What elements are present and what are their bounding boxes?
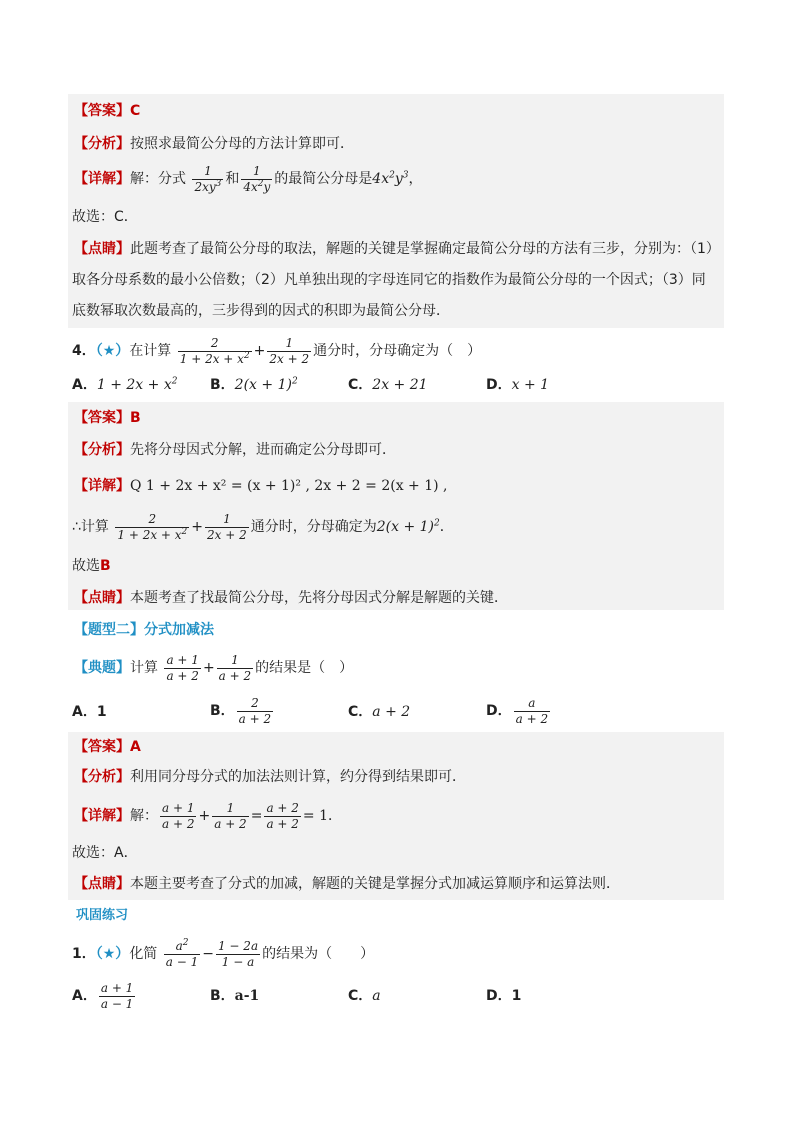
fraction-den: a + 2 — [515, 711, 549, 726]
detail-post: 的最简公分母是 — [274, 171, 373, 187]
result-text: 2(x + 1) — [376, 519, 435, 535]
choose-line — [72, 553, 111, 579]
and-word: 和 — [225, 171, 240, 187]
option-text — [97, 377, 178, 393]
fraction-2 — [205, 512, 249, 543]
option-c[interactable] — [348, 983, 381, 1009]
option-a[interactable] — [72, 697, 107, 727]
option-c[interactable] — [348, 697, 410, 727]
fraction-den: 1 − a — [216, 954, 260, 970]
option-label: C． — [348, 988, 373, 1004]
therefore-sign: ∴ — [72, 519, 81, 535]
star-icon: （★） — [95, 343, 130, 359]
detail-pre: 解： — [130, 808, 158, 824]
answer-tag: 【答案】 — [74, 410, 130, 426]
fraction-num: a — [528, 695, 536, 710]
option-label: B． — [210, 703, 235, 719]
fraction-den: a + 2 — [214, 816, 247, 831]
detail-tag: 【详解】 — [74, 478, 130, 494]
analysis-line — [74, 437, 396, 463]
detail-expression: Q 1 + 2x + x² = (x + 1)² , 2x + 2 = 2(x + 1) , — [130, 478, 448, 494]
review-text: 本题考查了找最简公分母，先将分母因式分解是解题的关键． — [130, 590, 508, 606]
option-text: 1 — [511, 988, 522, 1004]
num-exp: 2 — [182, 937, 189, 948]
detail-tag: 【详解】 — [74, 171, 130, 187]
plus-sign: + — [198, 808, 211, 824]
fraction-1 — [164, 939, 200, 970]
fraction-num: 1 − 2a — [217, 938, 259, 953]
question-number: 1． — [72, 946, 96, 962]
option-b[interactable] — [210, 693, 275, 729]
lcd-b: y — [394, 171, 403, 187]
question-post: 的结果为（ ） — [262, 946, 375, 962]
comma: ， — [408, 171, 423, 187]
fraction-num: 2 — [251, 695, 259, 710]
fraction-den: a + 2 — [218, 668, 252, 683]
option-b[interactable] — [210, 983, 259, 1009]
review-tag: 【点睛】 — [74, 241, 130, 257]
fraction-num: a + 1 — [162, 800, 195, 815]
fraction-num — [164, 939, 200, 954]
den-text: 2xy — [194, 179, 216, 194]
fraction-num: a + 1 — [100, 980, 134, 995]
analysis-tag: 【分析】 — [74, 136, 130, 152]
fraction-den: 2x + 2 — [269, 351, 310, 366]
answer-value: A — [130, 739, 141, 755]
answer-block-q4 — [68, 402, 724, 610]
option-text: a — [372, 988, 381, 1004]
review-line-3: 底数幂取次数最高的，三步得到的因式的积即为最简公分母． — [72, 303, 450, 319]
option-label: B． — [210, 988, 235, 1004]
equation-result: = 1． — [302, 808, 343, 824]
question-pre: 计算 — [130, 660, 158, 676]
answer-line — [74, 98, 140, 124]
fraction-den: a − 1 — [165, 954, 199, 969]
answer-tag: 【答案】 — [74, 739, 130, 755]
equals-sign: = — [250, 808, 263, 824]
practice-question-1 — [72, 934, 374, 974]
den-exp: 3 — [215, 178, 222, 189]
fraction-sum — [264, 801, 300, 832]
review-tag: 【点睛】 — [74, 876, 130, 892]
choose-value: B — [100, 558, 111, 574]
fraction-2 — [212, 801, 248, 832]
answer-value: B — [130, 410, 141, 426]
fraction-den: a − 1 — [100, 996, 134, 1011]
result-expression — [377, 519, 440, 535]
option-label: B． — [210, 377, 235, 393]
star-icon: （★） — [95, 946, 130, 962]
option-a[interactable] — [72, 372, 177, 398]
fraction-den: 2x + 2 — [207, 527, 247, 542]
analysis-tag: 【分析】 — [74, 769, 130, 785]
fraction-num: 2 — [148, 511, 157, 526]
den-exp: 2 — [181, 526, 188, 537]
review-line — [74, 585, 508, 611]
fraction-den — [241, 179, 272, 195]
option-d[interactable] — [486, 372, 549, 398]
fraction-den — [192, 179, 223, 195]
fraction-den: a + 2 — [238, 711, 272, 726]
question-post: 通分时，分母确定为（ ） — [313, 343, 482, 359]
detail-line — [74, 473, 448, 499]
option-c[interactable] — [348, 372, 428, 398]
fraction-num: 2 — [210, 335, 219, 350]
lcd-b-exp: 3 — [402, 170, 409, 181]
option-b[interactable] — [210, 372, 298, 398]
review-text-1: 此题考查了最简公分母的取法，解题的关键是掌握确定最简公分母的方法有三步，分别为：（1） — [130, 241, 720, 257]
result-exp: 2 — [434, 518, 440, 529]
fraction-den: a + 2 — [162, 816, 195, 831]
fraction-2 — [241, 164, 272, 195]
fraction-den — [178, 351, 252, 367]
analysis-line — [74, 764, 466, 790]
den-text: 1 + 2x + x — [179, 351, 244, 366]
num-text: a — [175, 938, 183, 953]
analysis-line — [74, 131, 354, 157]
example-tag: 【典题】 — [74, 660, 130, 676]
analysis-text: 利用同分母分式的加法法则计算，约分得到结果即可． — [130, 769, 466, 785]
review-line — [74, 871, 620, 897]
fraction-1 — [192, 164, 223, 195]
option-label: D． — [486, 703, 512, 719]
option-text: a + 2 — [372, 704, 411, 720]
fraction-num: a + 1 — [166, 652, 199, 667]
den-exp: 2 — [257, 178, 264, 189]
fraction-1 — [164, 653, 200, 684]
fraction-den — [115, 527, 189, 543]
minus-sign: − — [202, 946, 214, 962]
option-expr: 1 + 2x + x — [96, 377, 172, 393]
option-label: C． — [348, 377, 373, 393]
question-4 — [72, 334, 481, 368]
option-text: 2x + 21 — [372, 377, 428, 393]
detail-post: 通分时，分母确定为 — [250, 519, 377, 535]
option-fraction — [514, 696, 550, 727]
option-exp: 2 — [171, 376, 178, 387]
option-a[interactable] — [72, 977, 137, 1015]
fraction-num: 1 — [231, 652, 239, 667]
option-label: C． — [348, 704, 373, 720]
question-pre: 在计算 — [129, 343, 172, 359]
choose-line: 故选：C． — [72, 209, 138, 225]
option-text: 1 — [96, 704, 107, 720]
option-text: x + 1 — [511, 377, 550, 393]
choose-pre: 故选 — [72, 558, 100, 574]
detail-tag: 【详解】 — [74, 808, 130, 824]
fraction-num: 1 — [204, 163, 212, 178]
fraction-2 — [216, 939, 260, 970]
fraction-num: 1 — [223, 511, 231, 526]
answer-line — [74, 405, 141, 431]
analysis-text: 按照求最简公分母的方法计算即可． — [130, 136, 354, 152]
option-label: A． — [72, 704, 97, 720]
detail-line — [74, 162, 423, 196]
fraction-num: 1 — [285, 335, 294, 350]
plus-sign: + — [191, 519, 204, 535]
analysis-tag: 【分析】 — [74, 442, 130, 458]
fraction-den: a + 2 — [266, 816, 299, 831]
option-label: D． — [486, 988, 512, 1004]
plus-sign: + — [253, 343, 266, 359]
fraction-1 — [160, 801, 196, 832]
option-expr: 2(x + 1) — [234, 377, 292, 393]
option-exp: 2 — [291, 376, 298, 387]
option-d[interactable] — [486, 693, 552, 729]
fraction-1 — [178, 336, 252, 367]
review-tag: 【点睛】 — [74, 590, 130, 606]
section-title-type2: 【题型二】分式加减法 — [74, 622, 214, 638]
option-text: a-1 — [234, 988, 260, 1004]
den-exp: 2 — [243, 350, 250, 361]
option-d[interactable] — [486, 983, 521, 1009]
answer-line — [74, 734, 141, 760]
option-text — [235, 377, 298, 393]
fraction-2 — [217, 653, 253, 684]
period: ． — [439, 519, 454, 535]
fraction-num: a + 2 — [266, 800, 299, 815]
detail-line — [74, 796, 342, 836]
fraction-num: 1 — [226, 800, 235, 815]
analysis-text: 先将分母因式分解，进而确定公分母即可． — [130, 442, 396, 458]
option-label: D． — [486, 377, 512, 393]
answer-tag: 【答案】 — [74, 103, 130, 119]
section-title-practice: 巩固练习 — [76, 908, 129, 923]
fraction-den: a + 2 — [166, 668, 199, 683]
option-label: A． — [72, 377, 97, 393]
question-pre: 化简 — [129, 946, 158, 962]
lcd-expression — [372, 171, 408, 187]
lcd-a: 4x — [372, 171, 390, 187]
question-post: 的结果是（ ） — [255, 660, 354, 676]
den-text: 1 + 2x + x — [117, 527, 182, 542]
review-text: 本题主要考查了分式的加减，解题的关键是掌握分式加减运算顺序和运算法则． — [130, 876, 620, 892]
example-question — [74, 648, 353, 688]
review-line-2: 取各分母系数的最小公倍数；（2）凡单独出现的字母连同它的指数作为最简公分母的一个因式；（3）同 — [72, 272, 706, 288]
review-line-1 — [74, 236, 720, 262]
lcd-a-exp: 2 — [389, 170, 395, 181]
fraction-1 — [115, 512, 189, 543]
den-tail: y — [263, 179, 271, 194]
calc-word: 计算 — [80, 519, 109, 535]
option-label: A． — [72, 988, 97, 1004]
option-fraction — [99, 981, 135, 1012]
detail-pre: 解：分式 — [130, 171, 186, 187]
fraction-num: 1 — [253, 163, 261, 178]
option-fraction — [237, 696, 273, 727]
answer-value: C — [130, 103, 141, 119]
question-number: 4． — [72, 343, 96, 359]
fraction-2 — [267, 336, 311, 367]
den-text: 4x — [243, 179, 258, 194]
detail-line-2 — [72, 510, 454, 544]
choose-line: 故选：A． — [72, 845, 138, 861]
plus-sign: + — [202, 660, 215, 676]
